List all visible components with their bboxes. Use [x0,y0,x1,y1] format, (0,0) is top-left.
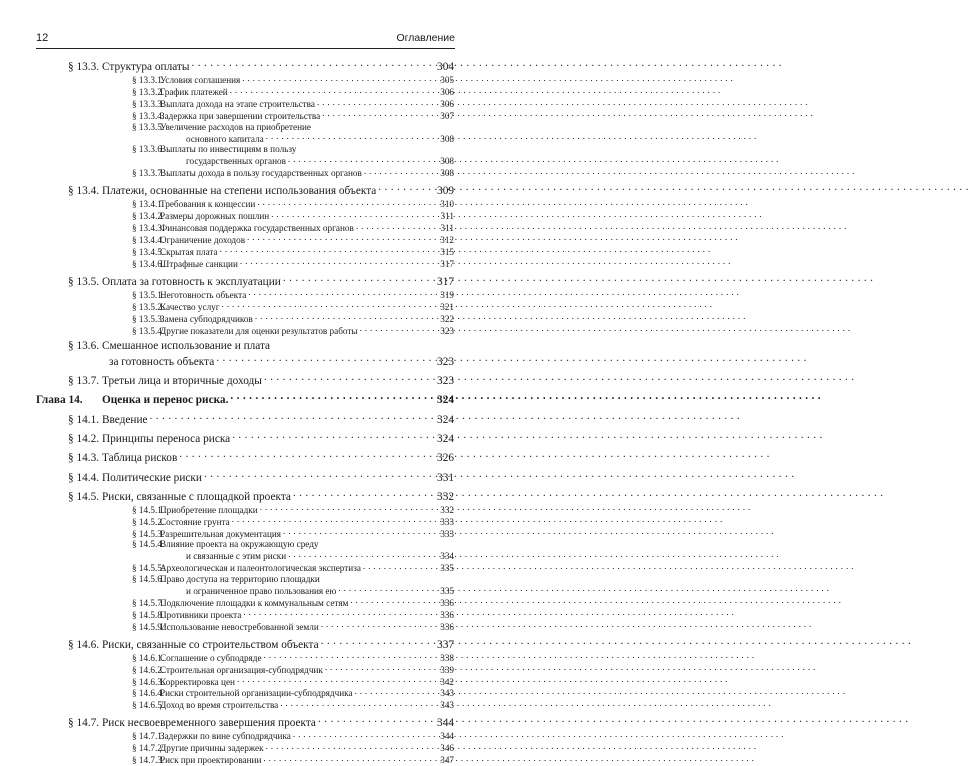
dot-leader [179,450,435,461]
toc-entry-page: 312 [440,235,454,246]
toc-entry-title: Качество услуг [160,301,220,312]
toc-entry-page: 344 [440,731,454,742]
toc-entry-page: 309 [437,185,454,198]
dot-leader [321,636,435,647]
toc-entry-page: 315 [440,246,454,257]
toc-entry-number: § 14.1. [68,413,100,426]
toc-entry-number: § 13.7. [68,375,100,388]
toc-entry-number: § 14.6.4. [132,688,165,699]
dot-leader [232,431,435,442]
dot-leader [325,663,438,672]
toc-entry-number: § 13.4. [68,185,100,198]
toc-entry-page: 308 [440,133,454,144]
toc-entry-page: 306 [440,99,454,110]
dot-leader [263,754,438,763]
toc-entry [36,699,454,711]
toc-entry-page: 339 [440,664,454,675]
toc-entry-title: основного капитала [186,133,264,144]
dot-leader [364,167,438,176]
page-number: 12 [36,32,49,44]
toc-entry-title: Платежи, основанные на степени использования объекта [102,185,377,198]
dot-leader [230,86,439,95]
toc-entry-title: Условия соглашения [160,75,241,86]
toc-entry-number: § 13.5. [68,275,100,288]
toc-entry-page: 311 [440,223,454,234]
dot-leader [242,74,438,83]
toc-entry-title: Ограничение доходов [160,235,246,246]
toc-entry-title: Противники проекта [160,609,242,620]
toc-entry [36,431,454,446]
dot-leader [260,504,439,513]
toc-entry-number: § 14.5. [68,490,100,503]
toc-entry-page: 337 [437,638,454,651]
toc-entry-page: 332 [440,505,454,515]
toc-entry-title: Выплаты дохода в пользу государственных органов [160,168,362,179]
toc-entry [36,353,454,368]
toc-entry-number: § 13.5.1. [132,290,165,301]
toc-entry-page: 347 [440,755,454,766]
dot-leader [255,313,438,322]
toc-entry [36,562,454,574]
toc-entry-number: Глава 14. [36,394,83,407]
page-header [36,32,455,48]
toc-entry [36,469,454,484]
toc-entry-title: за готовность объекта [109,355,215,368]
toc-entry-number: § 13.3.3. [132,99,165,110]
dot-leader [283,528,438,537]
dot-leader [321,620,438,629]
toc-entry-page: 343 [440,700,454,711]
running-title: Оглавление [396,32,455,44]
dot-leader [243,608,438,617]
dot-leader [150,411,436,422]
toc-entry-title: Риски, связанные с площадкой проекта [102,490,291,503]
toc-entry-number: § 13.6. [68,340,100,353]
toc-entry-title: Финансовая поддержка государственных органов [160,223,354,234]
toc-entry-number: § 13.4.4. [132,235,165,246]
toc-entry-page: 336 [440,609,454,620]
dot-leader [280,699,438,708]
dot-leader [222,301,439,310]
dot-leader [283,274,435,285]
toc-entry-title: Состояние грунта [160,516,230,527]
toc-entry-page: 346 [440,743,454,754]
dot-leader [288,550,438,559]
dot-leader [271,210,438,219]
toc-entry-title: Использование невостребованной земли [160,621,319,632]
dot-leader [356,222,439,231]
toc-entry-title: Соглашение о субподряде [160,652,262,663]
toc-entry-number: § 14.5.1. [132,505,165,515]
dot-leader [191,59,435,70]
toc-entry-page: 332 [437,490,454,503]
dot-leader [232,516,438,525]
toc-entry-page: 323 [437,375,454,388]
toc-entry-number: § 14.4. [68,471,100,484]
toc-entry-page: 308 [440,156,454,167]
toc-entry-page: 319 [440,290,454,301]
toc-entry-title: Оплата за готовность к эксплуатации [102,275,281,288]
dot-leader [378,183,435,194]
toc-entry [36,528,454,540]
toc-entry-page: 306 [440,87,454,98]
toc-entry-number: § 13.4.1. [132,199,165,210]
toc-entry [36,167,454,179]
toc-entry-page: 322 [440,313,454,324]
toc-entry-number: § 14.6.2. [132,664,165,675]
dot-leader [360,325,439,334]
toc-entry-number: § 14.5.6. [132,573,165,584]
toc-entry-number: § 13.4.3. [132,223,165,234]
toc-entry-page: 342 [440,676,454,687]
toc-entry-title: государственных органов [186,156,286,167]
dot-leader [220,246,439,255]
toc-entry-number: § 14.6.5. [132,700,165,711]
dot-leader [363,562,438,571]
dot-leader [317,98,438,107]
toc-entry-page: 334 [440,551,454,562]
dot-leader [247,234,438,243]
toc-entry-number: § 14.5.8. [132,609,165,620]
toc-entry-title: Корректировка цен [160,676,235,687]
toc-entry-page: 331 [437,471,454,484]
toc-entry-title: Риски, связанные со строительством объекта [102,638,319,651]
dot-leader [338,585,438,594]
toc-entry-title: Доход во время строительства [160,700,279,711]
dot-leader [230,392,435,403]
toc-entry-number: § 13.3.7. [132,168,165,179]
toc-entry-number: § 14.7. [68,717,100,730]
toc-entry-title: Смешанное использование и плата [102,340,271,353]
toc-entry-number: § 14.7.1. [132,731,165,742]
toc-entry [36,325,454,337]
toc-entry [36,133,454,145]
toc-entry-title: Строительная организация-субподрядчик [160,664,323,675]
dot-leader [257,198,438,207]
toc-entry-page: 335 [440,585,454,596]
toc-entry-page: 336 [440,597,454,608]
toc-entry-page: 307 [440,111,454,122]
toc-entry-number: § 13.3.2. [132,87,165,98]
toc-entry [36,258,454,270]
toc-entry-number: § 14.7.2. [132,743,165,754]
toc-entry [36,620,454,632]
toc-entry-title: Структура оплаты [102,61,190,74]
toc-entry-page: 343 [440,688,454,699]
toc-entry-number: § 13.5.4. [132,325,165,336]
toc-entry-title: Риски строительной организации-субподрядчика [160,688,353,699]
toc-entry-title: Размеры дорожных пошлин [160,211,270,222]
toc-entry-title: и ограниченное право пользования ею [186,585,337,596]
dot-leader [318,715,435,726]
toc-entry-page: 304 [437,61,454,74]
dot-leader [293,730,438,739]
toc-entry-number: § 13.3. [68,61,100,74]
toc-entry-page: 323 [440,325,454,336]
toc-entry-title: Влияние проекта на окружающую среду [160,539,319,550]
toc-entry-page: 324 [437,432,454,445]
toc-entry-title: Другие причины задержек [160,743,264,754]
toc-entry-number: § 14.2. [68,432,100,445]
toc-entry-title: Принципы переноса риска [102,432,231,445]
toc-entry-page: 338 [440,652,454,663]
toc-entry-page: 333 [440,516,454,527]
dot-leader [264,652,439,661]
toc-entry-number: § 13.3.4. [132,111,165,122]
toc-entry-page: 308 [440,168,454,179]
toc-entry-page: 321 [440,301,454,312]
toc-entry-number: § 14.6.3. [132,676,165,687]
toc-entry-title: и связанные с этим риски [186,551,287,562]
toc-entry [36,392,454,407]
toc-entry-title: Скрытая плата [160,246,218,257]
table-of-contents [36,55,454,766]
toc-entry-page: 310 [440,199,454,210]
toc-entry-title: Замена субподрядчиков [160,313,253,324]
dot-leader [350,597,438,606]
toc-entry-title: Увеличение расходов на приобретение [160,121,312,132]
toc-entry-number: § 13.3.5. [132,121,165,132]
toc-entry-number: § 14.5.7. [132,597,165,608]
dot-leader [266,133,438,142]
toc-entry-title: Политические риски [102,471,202,484]
dot-leader [204,469,435,480]
toc-entry-title: Задержки по вине субподрядчика [160,731,291,742]
dot-leader [322,110,438,119]
toc-entry [36,373,454,388]
toc-entry-number: § 14.6.1. [132,652,165,663]
toc-entry-title: Право доступа на территорию площадки [160,573,320,584]
toc-entry-page: 323 [437,355,454,368]
toc-entry-title: Разрешительная документация [160,528,282,539]
dot-leader [237,675,438,684]
toc-entry-title: Неготовность объекта [160,290,247,301]
toc-entry [36,754,454,766]
toc-entry-page: 336 [440,621,454,632]
toc-entry-number: § 14.3. [68,452,100,465]
toc-entry-page: 311 [440,211,454,222]
toc-entry-page: 324 [437,413,454,426]
toc-entry-page: 344 [437,717,454,730]
toc-entry-title: Другие показатели для оценки результатов работы [160,325,358,336]
toc-entry-number: § 14.5.4. [132,539,165,550]
toc-entry-title: Штрафные санкции [160,258,238,269]
toc-entry-title: Риск при проектировании [160,755,262,766]
toc-entry-title: Выплаты по инвестициям в пользу [160,144,297,155]
toc-entry-title: Подключение площадки к коммунальным сетям [160,597,349,608]
dot-leader [355,687,439,696]
toc-entry-page: 335 [440,563,454,574]
toc-entry-title: Выплата дохода на этапе строительства [160,99,315,110]
toc-entry-number: § 13.5.2. [132,301,165,312]
toc-entry-title: Третьи лица и вторичные доходы [102,375,262,388]
toc-entry-number: § 13.4.6. [132,258,165,269]
toc-entry-number: § 13.5.3. [132,313,165,324]
header-rule [36,48,455,49]
toc-entry [36,411,454,426]
toc-entry-page: 305 [440,75,454,86]
dot-leader [216,353,435,364]
toc-entry-page: 324 [437,394,454,407]
toc-entry-number: § 13.4.2. [132,211,165,222]
dot-leader [240,258,438,267]
dot-leader [266,742,439,751]
toc-entry-title: График платежей [160,87,228,98]
dot-leader [248,289,438,298]
toc-entry-title: Археологическая и палеонтологическая экспертиза [160,563,361,574]
toc-entry-title: Требования к концессии [160,199,256,210]
toc-entry-number: § 13.3.6. [132,144,165,155]
toc-entry-page: 326 [437,452,454,465]
toc-entry [36,450,454,465]
toc-entry-number: § 14.7.3. [132,755,165,766]
toc-entry-title: Задержка при завершении строительства [160,111,321,122]
toc-entry-page: 333 [440,528,454,539]
toc-entry-title: Риск несвоевременного завершения проекта [102,717,316,730]
toc-entry [36,110,454,122]
toc-entry-title: Введение [102,413,148,426]
toc-entry-number: § 13.4.5. [132,246,165,257]
toc-entry-number: § 13.3.1. [132,75,165,86]
toc-entry-page: 317 [437,275,454,288]
dot-leader [288,155,438,164]
toc-entry-number: § 14.5.2. [132,516,165,527]
toc-entry-title: Таблица рисков [102,452,178,465]
dot-leader [264,373,435,384]
toc-entry-number: § 14.5.3. [132,528,165,539]
toc-entry-page: 317 [440,258,454,269]
toc-entry-number: § 14.5.9. [132,621,165,632]
dot-leader [293,489,435,500]
toc-entry-title: Приобретение площадки [160,505,258,515]
toc-entry-number: § 14.6. [68,638,100,651]
toc-entry-title: Оценка и перенос риска. [102,394,229,407]
toc-entry-number: § 14.5.5. [132,563,165,574]
